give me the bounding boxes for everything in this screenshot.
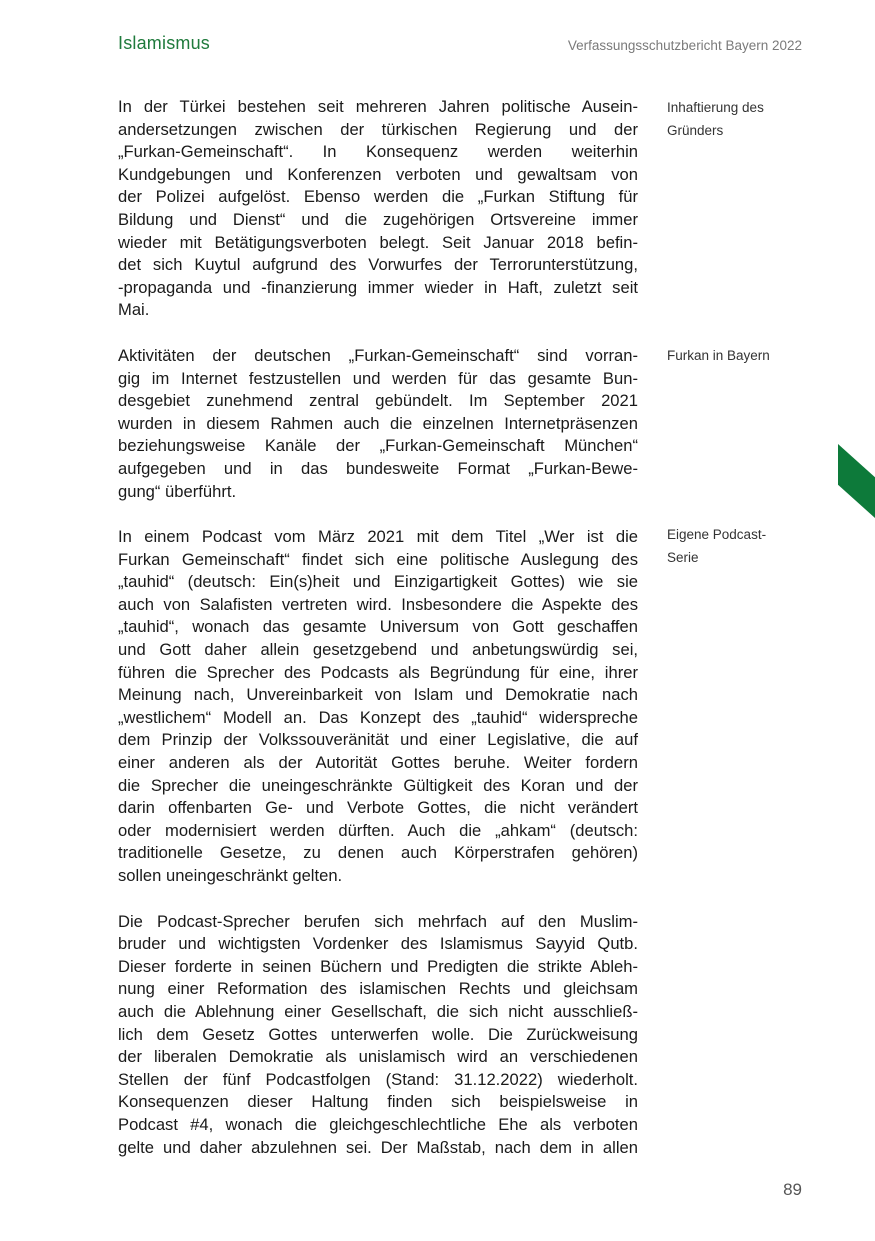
text-line: aufgegeben und in das bundesweite Format „Furkan-Bewe-: [118, 458, 638, 478]
text-line: wurden in diesem Rahmen auch die einzelnen Internetpräsenzen: [118, 413, 638, 433]
text-line: traditionelle Gesetze, zu denen auch Körperstrafen gehören): [118, 843, 638, 863]
text-line: der liberalen Demokratie als unislamisch wird an verschiedenen: [118, 1047, 638, 1067]
text-line: Aktivitäten der deutschen „Furkan-Gemeinschaft“ sind vorran-: [118, 345, 638, 365]
text-line: gung“ überführt.: [118, 481, 237, 501]
text-line: Dieser forderte in seinen Büchern und Predigten die strikte Ableh-: [118, 956, 638, 976]
text-line: In der Türkei bestehen seit mehreren Jahren politische Ausein-: [118, 97, 638, 116]
text-line: nung einer Reformation des islamischen Rechts und gleichsam: [118, 979, 638, 999]
text-line: -propaganda und -finanzierung immer wieder in Haft, zuletzt seit: [118, 277, 638, 297]
text-line: Furkan Gemeinschaft“ findet sich eine politische Auslegung des: [118, 549, 638, 569]
text-line: wieder mit Betätigungsverboten belegt. Seit Januar 2018 befin-: [118, 232, 638, 252]
margin-note-podcast: [667, 523, 797, 569]
chapter-tab-marker: [838, 444, 875, 518]
page-number: 89: [783, 1180, 802, 1199]
text-line: gelte und daher abzulehnen sei. Der Maßstab, nach dem in allen: [118, 1137, 638, 1157]
margin-note-line: Gründers: [667, 123, 724, 138]
section-title: Islamismus: [118, 33, 211, 53]
text-line: bruder und wichtigsten Vordenker des Islamismus Sayyid Qutb.: [118, 934, 638, 954]
main-text: [118, 96, 638, 1182]
paragraph-1: [118, 96, 638, 322]
text-line: Podcast #4, wonach die gleichgeschlechtliche Ehe als verboten: [118, 1114, 638, 1134]
margin-note-line: Eigene Podcast-: [667, 527, 767, 542]
margin-note-furkan-bayern: [667, 344, 797, 367]
text-line: und Gott daher allein gesetzgebend und anbetungswürdig sei,: [118, 640, 638, 660]
text-line: „Furkan-Gemeinschaft“. In Konsequenz werden weiterhin: [118, 142, 638, 162]
text-line: sollen uneingeschränkt gelten.: [118, 866, 343, 885]
text-line: Bildung und Dienst“ und die zugehörigen Ortsvereine immer: [118, 209, 638, 229]
text-line: Kundgebungen und Konferenzen verboten und gewaltsam von: [118, 164, 638, 184]
text-line: desgebiet zunehmend zentral gebündelt. Im September 2021: [118, 391, 638, 411]
paragraph-3: [118, 526, 638, 888]
text-line: auch die Ablehnung einer Gesellschaft, die sich nicht ausschließ-: [118, 1001, 638, 1021]
paragraph-4: [118, 911, 638, 1160]
text-line: Meinung nach, Unvereinbarkeit von Islam und Demokratie nach: [118, 685, 638, 705]
text-line: lich dem Gesetz Gottes unterwerfen wolle. Die Zurückweisung: [118, 1024, 638, 1044]
text-line: Die Podcast-Sprecher berufen sich mehrfach auf den Muslim-: [118, 911, 638, 931]
text-line: „tauhid“ (deutsch: Ein(s)heit und Einzigartigkeit Gottes) wie sie: [118, 572, 638, 592]
paragraph-2: [118, 345, 638, 503]
text-line: die Sprecher die uneingeschränkte Gültigkeit des Koran und der: [118, 775, 638, 795]
margin-note-line: Serie: [667, 550, 699, 565]
text-line: Konsequenzen dieser Haltung finden sich beispielsweise in: [118, 1092, 638, 1112]
text-line: führen die Sprecher des Podcasts als Begründung für eine, ihrer: [118, 662, 638, 682]
text-line: der Polizei aufgelöst. Ebenso werden die „Furkan Stiftung für: [118, 187, 638, 207]
text-line: beziehungsweise Kanäle der „Furkan-Gemeinschaft München“: [118, 436, 638, 456]
text-line: det sich Kuytul aufgrund des Vorwurfes der Terrorunterstützung,: [118, 255, 638, 275]
text-line: einer anderen als der Autorität Gottes beruhe. Weiter fordern: [118, 753, 638, 773]
text-line: Stellen der fünf Podcastfolgen (Stand: 31.12.2022) wiederholt.: [118, 1069, 638, 1089]
text-line: „westlichem“ Modell an. Das Konzept des „tauhid“ widerspreche: [118, 707, 638, 727]
text-line: dem Prinzip der Volkssouveränität und einer Legislative, die auf: [118, 730, 638, 750]
text-line: In einem Podcast vom März 2021 mit dem Titel „Wer ist die: [118, 527, 638, 547]
text-line: gig im Internet festzustellen und werden für das gesamte Bun-: [118, 368, 638, 388]
text-line: darin offenbarten Ge- und Verbote Gottes, die nicht verändert: [118, 798, 638, 818]
document-title: Verfassungsschutzbericht Bayern 2022: [567, 38, 802, 53]
margin-note-line: Furkan in Bayern: [667, 348, 770, 363]
text-line: oder modernisiert werden dürften. Auch die „ahkam“ (deutsch:: [118, 820, 638, 840]
margin-note-inhaftierung: [667, 96, 797, 142]
text-line: andersetzungen zwischen der türkischen Regierung und der: [118, 119, 638, 139]
text-line: auch von Salafisten vertreten wird. Insbesondere die Aspekte des: [118, 594, 638, 614]
text-line: „tauhid“, wonach das gesamte Universum von Gott geschaffen: [118, 617, 638, 637]
text-line: Mai.: [118, 300, 150, 320]
margin-note-line: Inhaftierung des: [667, 100, 764, 115]
